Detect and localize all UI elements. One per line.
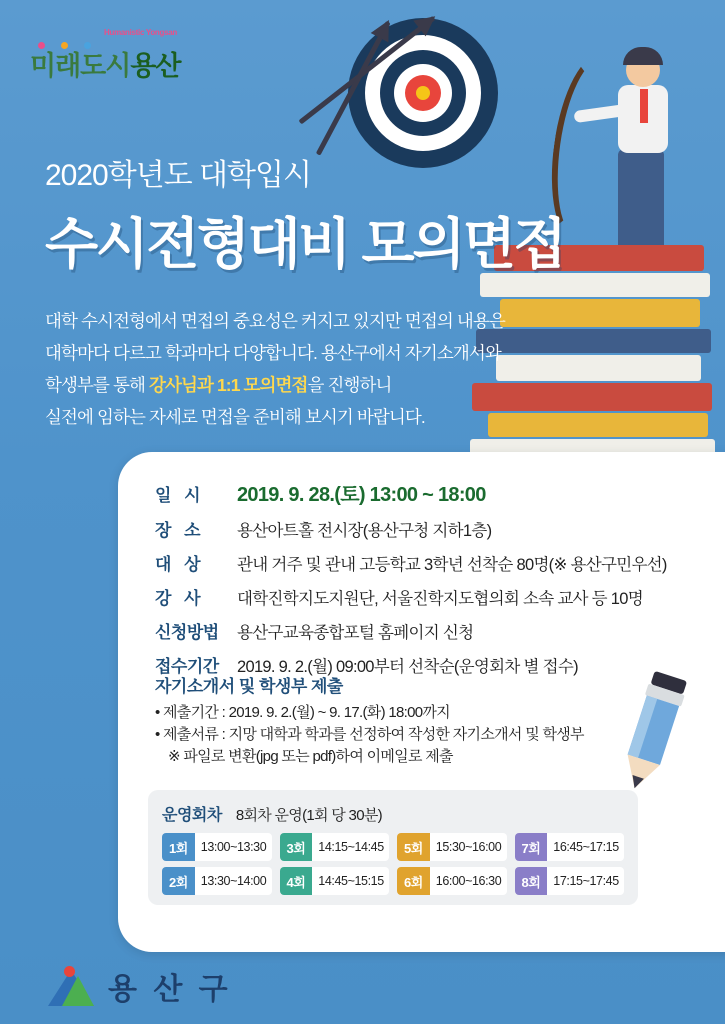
- headline-block: [45, 150, 605, 279]
- session-time: 13:00~13:30: [200, 840, 267, 854]
- footer-logo-text: 용 산 구: [108, 973, 232, 1006]
- session-cell: [280, 867, 390, 895]
- yongsan-gu-footer-logo: [48, 958, 298, 1014]
- detail-label-target: 대 상: [155, 555, 205, 574]
- session-number: 6회: [397, 867, 430, 895]
- description-line-4: 실전에 임하는 자세로 면접을 준비해 보시기 바랍니다.: [45, 407, 425, 427]
- detail-label-lecturer: 강 사: [155, 589, 205, 608]
- session-time: 16:00~16:30: [435, 874, 502, 888]
- session-time: 15:30~16:00: [435, 840, 502, 854]
- session-number: 2회: [162, 867, 195, 895]
- session-number: 5회: [397, 833, 430, 861]
- submission-item-documents-text: • 제출서류 : 지망 대학과 학과를 선정하여 작성한 자기소개서 및 학생부: [155, 726, 584, 743]
- detail-value-lecturer: 대학진학지도지원단, 서울진학지도협의회 소속 교사 등 10명: [237, 590, 643, 608]
- session-time: 14:15~14:45: [318, 840, 384, 854]
- logo-korean-mirae: 미래도시: [30, 51, 131, 81]
- yongsan-mark-icon: [48, 966, 94, 1006]
- contact-info: ※ 문의 : 용산구청 인재양성과(☎ 2199-6470): [423, 929, 690, 945]
- session-number: 8회: [515, 867, 548, 895]
- detail-row-target: [155, 550, 700, 575]
- session-schedule-box: [148, 790, 638, 905]
- logo-korean-yongsan: 용산: [130, 51, 181, 81]
- detail-label-apply-method: 신청방법: [155, 623, 219, 642]
- session-cell: [162, 867, 272, 895]
- session-cell: [280, 833, 390, 861]
- description-paragraph: [45, 305, 615, 433]
- session-number: 4회: [280, 867, 313, 895]
- detail-label-date: 일 시: [155, 486, 205, 505]
- session-time: 14:45~15:15: [318, 874, 384, 888]
- description-line-2: 대학마다 다르고 학과마다 다양합니다. 용산구에서 자기소개서와: [45, 343, 501, 363]
- detail-row-place: [155, 516, 700, 541]
- description-line-3-post: 을 진행하니: [307, 375, 392, 395]
- session-cell: [515, 833, 625, 861]
- details-list: [155, 478, 700, 686]
- session-time: 16:45~17:15: [553, 840, 619, 854]
- detail-label-place: 장 소: [155, 521, 205, 540]
- description-line-3: [45, 369, 615, 401]
- session-cell: [397, 833, 507, 861]
- subtitle-year: 2020학년도 대학입시: [45, 159, 311, 192]
- yongsan-brand-logo: [30, 22, 190, 82]
- description-line-1: 대학 수시전형에서 면접의 중요성은 커지고 있지만 면접의 내용은: [45, 311, 505, 331]
- session-time: 17:15~17:45: [553, 874, 619, 888]
- detail-row-date: [155, 478, 700, 507]
- detail-row-apply-method: [155, 618, 700, 643]
- session-label: 운영회차: [162, 807, 222, 824]
- logo-english-text: Humanistic Yongsan: [104, 28, 177, 37]
- detail-value-date: 2019. 9. 28.(토) 13:00 ~ 18:00: [237, 484, 486, 506]
- session-number: 1회: [162, 833, 195, 861]
- session-time: 13:30~14:00: [200, 874, 267, 888]
- detail-value-application-period: 2019. 9. 2.(월) 09:00부터 선착순(운영회차 별 접수): [237, 658, 578, 676]
- session-cell: [515, 867, 625, 895]
- description-highlight: 강사님과 1:1 모의면접: [148, 375, 308, 395]
- session-number: 7회: [515, 833, 548, 861]
- logo-korean-text: [30, 44, 181, 83]
- description-line-3-pre: 학생부를 통해: [45, 375, 149, 395]
- session-grid: [162, 833, 624, 895]
- detail-value-place: 용산아트홀 전시장(용산구청 지하1층): [237, 522, 492, 540]
- pencil-illustration: [605, 670, 705, 800]
- session-header: [162, 802, 624, 825]
- detail-value-target: 관내 거주 및 관내 고등학교 3학년 선착순 80명(※ 용산구민우선): [237, 556, 667, 574]
- session-cell: [397, 867, 507, 895]
- detail-label-application-period: 접수기간: [155, 657, 219, 676]
- submission-title: 자기소개서 및 학생부 제출: [155, 677, 343, 696]
- page-title: 수시전형대비 모의면접: [45, 213, 565, 275]
- archery-target-icon: [348, 18, 498, 168]
- detail-row-lecturer: [155, 584, 700, 609]
- submission-note: ※ 파일로 변환(jpg 또는 pdf)하여 이메일로 제출: [168, 748, 453, 765]
- detail-value-apply-method: 용산구교육종합포털 홈페이지 신청: [237, 624, 474, 642]
- session-number: 3회: [280, 833, 313, 861]
- session-subtitle: 8회차 운영(1회 당 30분): [235, 807, 382, 824]
- submission-item-period: • 제출기간 : 2019. 9. 2.(월) ~ 9. 17.(화) 18:00까지: [155, 704, 450, 721]
- session-cell: [162, 833, 272, 861]
